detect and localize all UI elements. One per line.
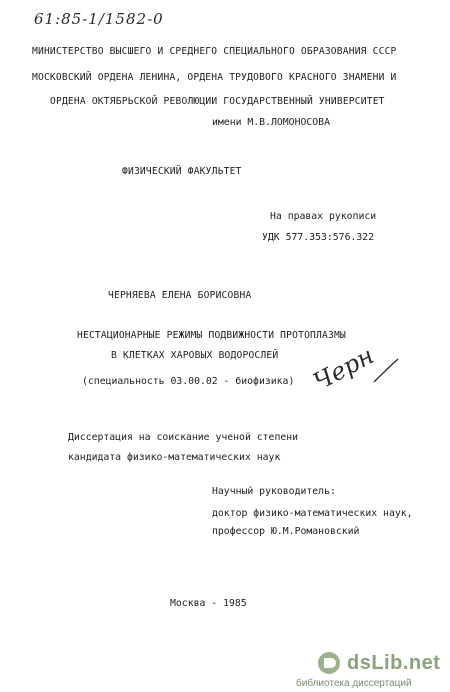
header-line-4: имени М.В.ЛОМОНОСОВА <box>212 117 330 128</box>
signature-stroke <box>372 356 402 386</box>
manuscript-note: На правах рукописи <box>270 211 377 222</box>
supervisor-line-2: профессор Ю.М.Романовский <box>212 526 360 537</box>
watermark-text: библиотека диссертаций <box>296 678 412 689</box>
archive-code: 61:85-1/1582-0 <box>34 10 164 28</box>
supervisor-line-1: доктор физико-математических наук, <box>212 508 413 519</box>
header-line-2: МОСКОВСКИЙ ОРДЕНА ЛЕНИНА, ОРДЕНА ТРУДОВОГО КРАСНОГО ЗНАМЕНИ И <box>32 72 397 83</box>
specialty: (специальность 03.00.02 - биофизика) <box>82 376 295 387</box>
supervisor-label: Научный руководитель: <box>212 486 336 497</box>
title-line-1: НЕСТАЦИОНАРНЫЕ РЕЖИМЫ ПОДВИЖНОСТИ ПРОТОПЛАЗМЫ <box>77 330 346 341</box>
header-line-3: ОРДЕНА ОКТЯБРЬСКОЙ РЕВОЛЮЦИИ ГОСУДАРСТВЕННЫЙ УНИВЕРСИТЕТ <box>50 96 385 107</box>
watermark-logo-icon <box>316 650 342 676</box>
faculty: ФИЗИЧЕСКИЙ ФАКУЛЬТЕТ <box>122 166 242 177</box>
degree-line-2: кандидата физико-математических наук <box>68 452 281 463</box>
place-year: Москва - 1985 <box>170 598 247 609</box>
signature: Черн <box>308 341 379 396</box>
udk-code: УДК 577.353:576.322 <box>262 232 375 243</box>
title-line-2: В КЛЕТКАХ ХАРОВЫХ ВОДОРОСЛЕЙ <box>111 350 279 361</box>
author-name: ЧЕРНЯЕВА ЕЛЕНА БОРИСОВНА <box>108 290 252 301</box>
header-line-1: МИНИСТЕРСТВО ВЫСШЕГО И СРЕДНЕГО СПЕЦИАЛЬНОГО ОБРАЗОВАНИЯ СССР <box>32 46 397 57</box>
degree-line-1: Диссертация на соискание ученой степени <box>68 432 299 443</box>
watermark-logo: dsLib.net <box>347 652 441 674</box>
